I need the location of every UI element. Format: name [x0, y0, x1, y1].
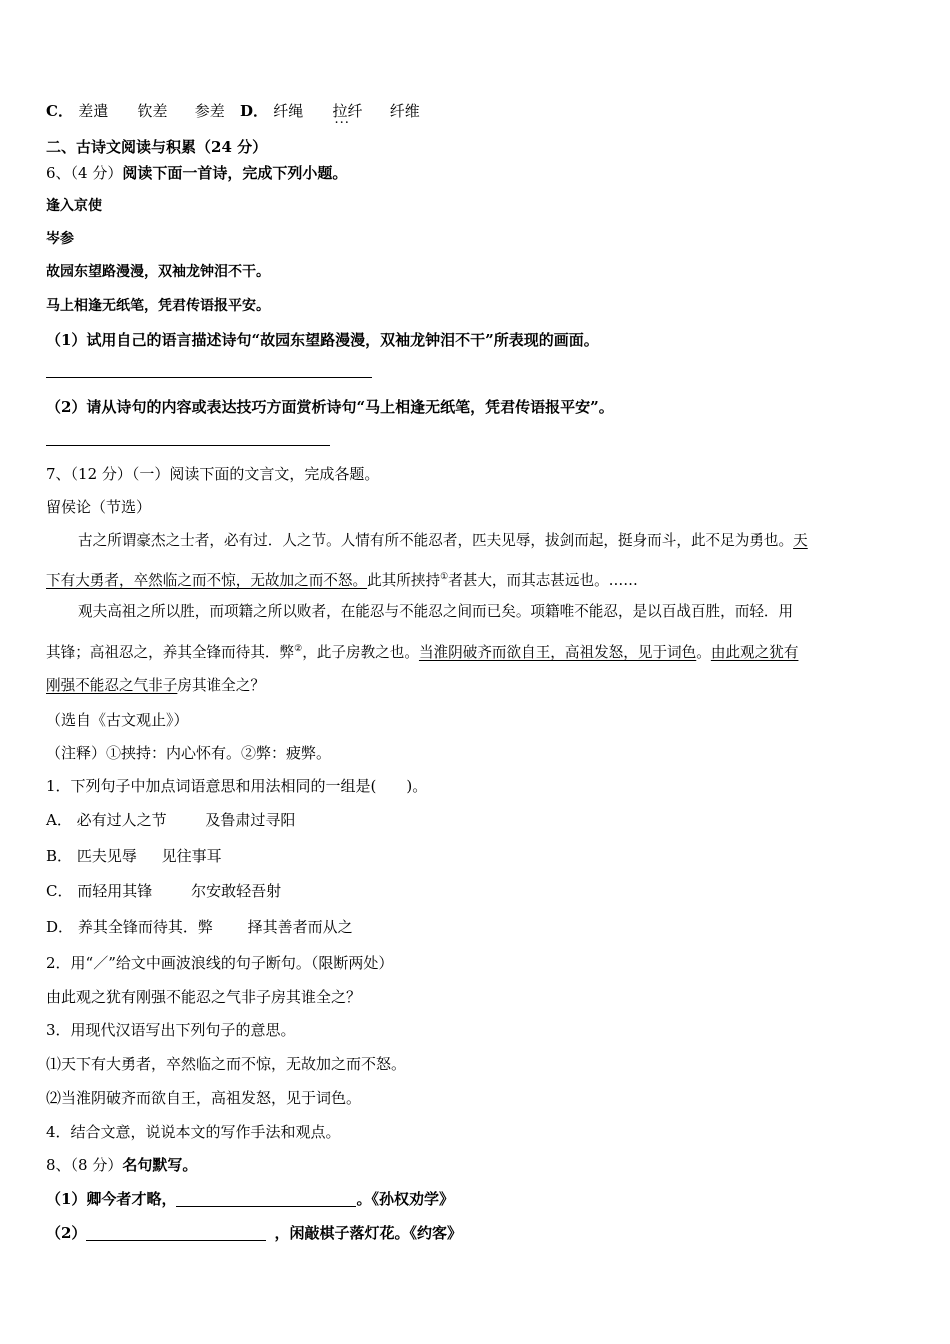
- poem-author: 岑参: [46, 231, 74, 247]
- q6-answer-line-1[interactable]: [46, 377, 372, 378]
- option-c-word-1: 差遣: [78, 102, 109, 120]
- option-c-phrase-1: 而轻用其锋: [77, 882, 153, 900]
- passage-p1-text-c: 者甚大，而其志甚远也。……: [448, 572, 638, 589]
- underlined-sentence: 当淮阴破齐而欲自王，高祖发怒，见于词色: [418, 644, 697, 661]
- q8-blank-1[interactable]: [176, 1190, 356, 1207]
- q8-item-1-prefix: （1）卿今者才略，: [46, 1190, 177, 1208]
- poem-line-1: 故园东望路漫漫，双袖龙钟泪不干。: [46, 264, 270, 280]
- poem-title: 逢入京使: [46, 198, 102, 214]
- q7-sub2-sentence: 由此观之犹有刚强不能忍之气非子房其谁全之？: [46, 988, 362, 1006]
- option-d-phrase-2: 择其善者而从之: [247, 918, 353, 936]
- q5-options-row: [46, 101, 910, 121]
- poem-line-2: 马上相逢无纸笔，凭君传语报平安。: [46, 298, 270, 314]
- q7-sub1-stem: 1．下列句子中加点词语意思和用法相同的一组是( )。: [46, 777, 428, 795]
- q8-heading: [46, 1155, 910, 1175]
- wavy-underline-1a: 天: [793, 532, 808, 549]
- q8-item-2-suffix: ，闲敲棋子落灯花。《约客》: [274, 1224, 462, 1242]
- passage-p1-text-b: 此其所挟持: [367, 572, 441, 589]
- passage-p2-line3: [46, 676, 910, 696]
- q8-item-1: [46, 1189, 910, 1209]
- option-c-word-3: 参差: [194, 102, 225, 120]
- q7-sub1-option-d: [46, 917, 910, 937]
- q8-item-1-suffix: 。《孙权劝学》: [356, 1190, 454, 1208]
- option-a-phrase-2: 及鲁肃过寻阳: [205, 811, 296, 829]
- q8-blank-2[interactable]: [86, 1224, 266, 1241]
- option-c-label: C．: [46, 102, 73, 120]
- passage-p2-text-d: 。: [696, 644, 711, 661]
- option-c-word-2: 钦差: [137, 102, 168, 120]
- q6-heading: [46, 163, 910, 183]
- q7-sub3-item-1: ⑴天下有大勇者，卒然临之而不惊，无故加之而不怒。: [46, 1055, 407, 1073]
- q8-item-2: [46, 1223, 910, 1243]
- option-c-label: C．: [46, 882, 73, 900]
- passage-p2-text-e: 房其谁全之？: [177, 677, 265, 694]
- q7-heading: 7、（12 分）（一）阅读下面的文言文，完成各题。: [46, 465, 380, 483]
- q7-sub4-stem: 4．结合文意，说说本文的写作手法和观点。: [46, 1123, 341, 1141]
- q7-sub1-option-b: [46, 846, 910, 866]
- passage-notes: （注释）①挟持：内心怀有。②弊：疲弊。: [46, 744, 332, 762]
- passage-p2-text-c: ，此子房教之也。: [302, 644, 419, 661]
- option-d-label: D．: [239, 102, 268, 120]
- q6-answer-line-2[interactable]: [46, 445, 330, 446]
- passage-p1-text-a: 古之所谓豪杰之士者，必有过．人之节。人情有所不能忍者，匹夫见辱，拔剑而起，挺身而斗，此不足为勇也。: [78, 532, 794, 549]
- option-d-word-3: 纤维: [389, 102, 420, 120]
- q7-sub3-stem: 3．用现代汉语写出下列句子的意思。: [46, 1021, 296, 1039]
- wavy-underline-1b: 下有大勇者，卒然临之而不惊，无故加之而不怒。: [46, 572, 368, 589]
- footnote-1-marker: ①: [440, 572, 449, 582]
- wavy-underline-2b: 刚强不能忍之气非子: [46, 677, 178, 694]
- option-b-label: B．: [46, 847, 73, 865]
- q7-sub2-stem: 2．用“／”给文中画波浪线的句子断句。（限断两处）: [46, 954, 394, 972]
- passage-p2-text-b: 其锋；高祖忍之，养其全锋而待其．弊: [46, 644, 295, 661]
- option-b-phrase-1: 匹夫见辱: [76, 847, 137, 865]
- wavy-underline-2a: 由此观之犹有: [710, 644, 799, 661]
- passage-p1-line1: [78, 531, 910, 551]
- option-d-label: D．: [46, 918, 74, 936]
- passage-source: （选自《古文观止》）: [46, 711, 189, 729]
- q8-item-2-prefix: （2）: [46, 1224, 87, 1242]
- footnote-2-marker: ②: [294, 644, 303, 654]
- option-c-phrase-2: 尔安敢轻吾射: [191, 882, 282, 900]
- passage-title: 留侯论（节选）: [46, 498, 152, 516]
- passage-p2-line1: 观夫高祖之所以胜，而项籍之所以败者，在能忍与不能忍之间而已矣。项籍唯不能忍，是以百战百胜，而轻．用: [78, 603, 794, 620]
- q7-sub1-option-c: [46, 881, 910, 901]
- q8-number: 8、（8 分）: [46, 1156, 123, 1174]
- q7-sub1-option-a: [46, 810, 910, 830]
- q6-subquestion-1: （1）试用自己的语言描述诗句“故园东望路漫漫，双袖龙钟泪不干”所表现的画面。: [46, 331, 599, 349]
- option-d-word-1: 纤绳: [273, 102, 304, 120]
- option-b-phrase-2: 见往事耳: [161, 847, 222, 865]
- q6-number: 6、（4 分）: [46, 164, 123, 182]
- option-a-phrase-1: 必有过人之节: [76, 811, 167, 829]
- passage-p1-line2: [46, 567, 910, 591]
- section2-title: 二、古诗文阅读与积累（24 分）: [46, 138, 268, 156]
- q8-instruction: 名句默写。: [122, 1156, 198, 1174]
- q7-sub3-item-2: ⑵当淮阴破齐而欲自王，高祖发怒，见于词色。: [46, 1089, 362, 1107]
- q6-subquestion-2: （2）请从诗句的内容或表达技巧方面赏析诗句“马上相逢无纸笔，凭君传语报平安”。: [46, 398, 614, 416]
- q6-instruction: 阅读下面一首诗，完成下列小题。: [122, 164, 348, 182]
- passage-p2-line2: [46, 639, 910, 663]
- option-a-label: A．: [46, 811, 72, 829]
- option-d-word-2: 拉纤 ...: [332, 102, 362, 120]
- option-d-phrase-1: 养其全锋而待其．弊: [77, 918, 213, 936]
